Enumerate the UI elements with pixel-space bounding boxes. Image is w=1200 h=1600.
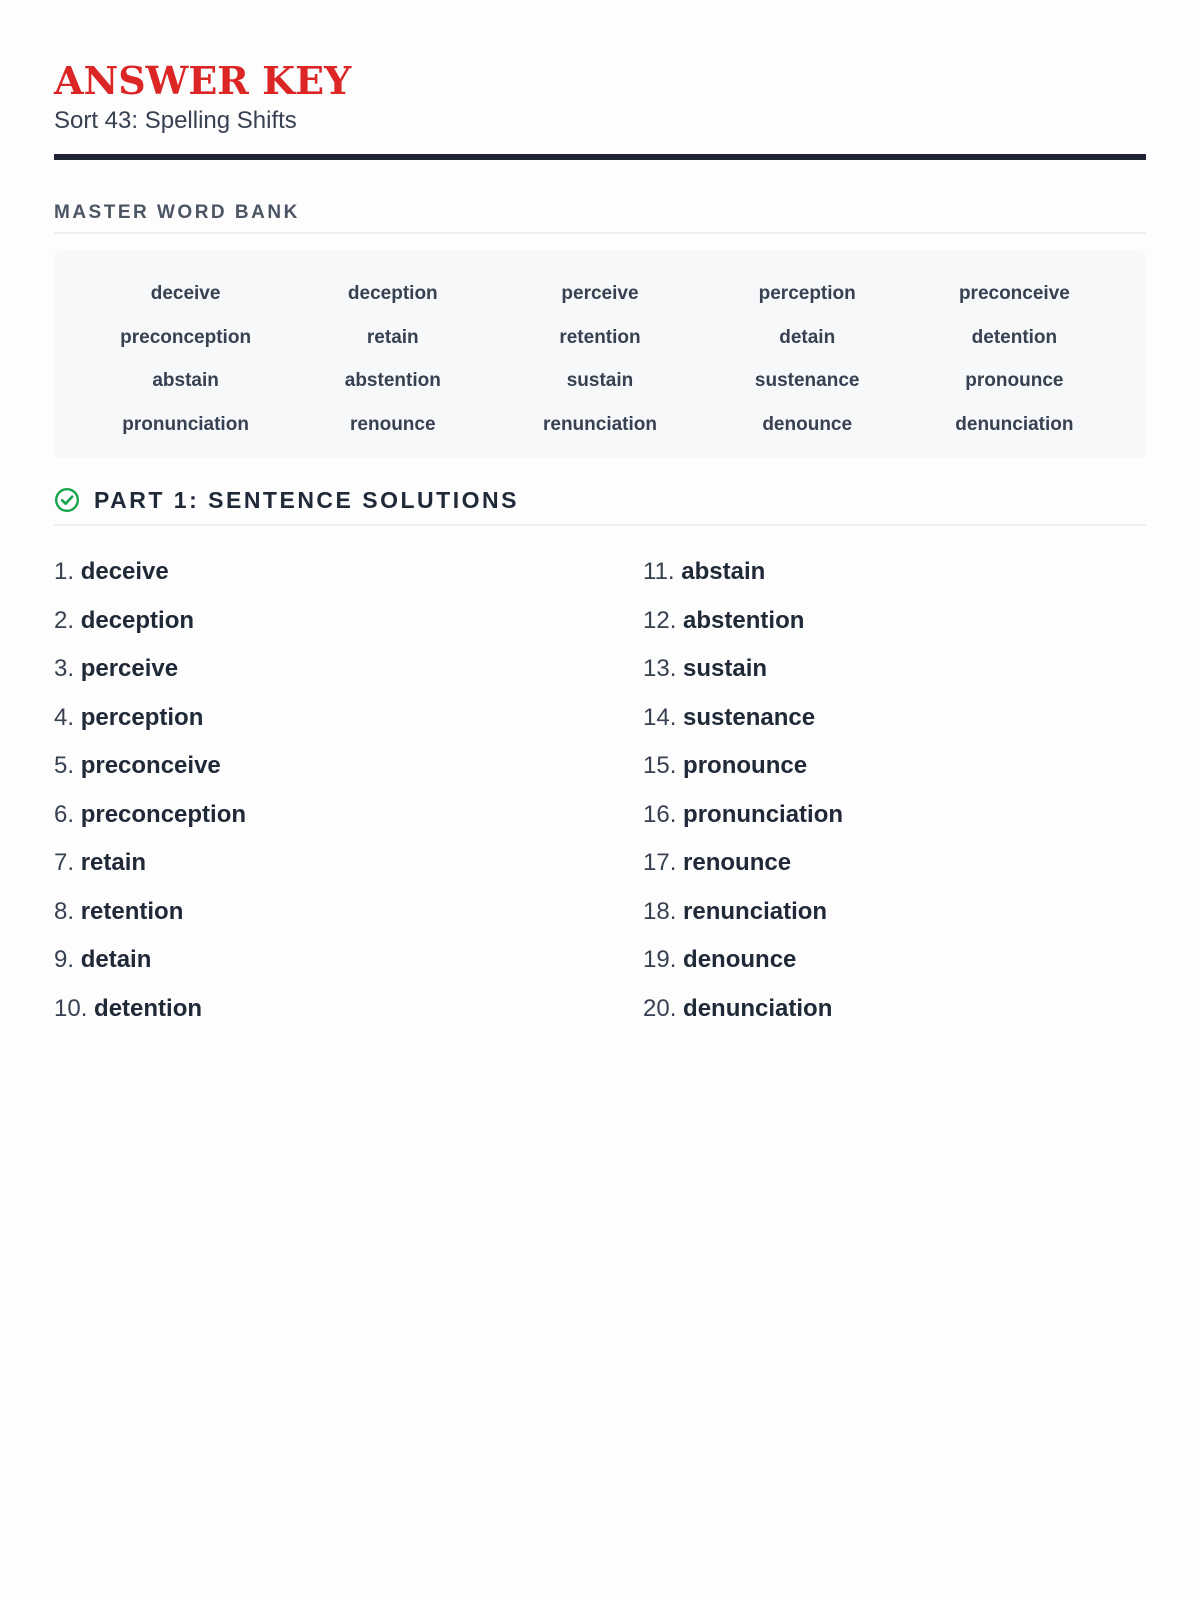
answer-list — [54, 548, 1146, 1048]
answer-item — [643, 985, 843, 1034]
page-title: ANSWER KEY — [54, 58, 352, 103]
word-bank-item: detain — [779, 326, 836, 348]
word-bank-item: preconceive — [958, 283, 1070, 304]
answer-number: 15. — [643, 752, 677, 779]
answer-word: preconception — [80, 800, 247, 828]
answer-item — [643, 888, 843, 937]
answer-number: 5. — [54, 752, 75, 779]
answer-word: abstention — [683, 606, 805, 634]
answer-item — [643, 791, 843, 840]
answer-item — [54, 694, 246, 743]
answer-item — [643, 548, 843, 597]
answer-number: 13. — [643, 655, 677, 682]
answer-word: sustain — [683, 655, 768, 682]
answer-number: 17. — [643, 849, 677, 876]
word-bank-item: abstain — [152, 370, 219, 391]
answer-word: renunciation — [683, 897, 828, 925]
word-bank-item: renounce — [350, 413, 436, 435]
answer-item — [643, 742, 843, 791]
check-circle-icon — [54, 487, 80, 513]
answer-number: 4. — [54, 703, 75, 731]
answer-word: renounce — [683, 849, 792, 876]
answer-column-left — [54, 548, 246, 1033]
word-bank-item: sustenance — [754, 370, 860, 391]
answer-number: 6. — [54, 800, 75, 828]
word-bank-item: sustain — [566, 370, 634, 391]
answer-item — [643, 839, 843, 888]
answer-word: detention — [94, 994, 203, 1022]
answer-word: deception — [80, 606, 195, 634]
answer-item — [54, 985, 246, 1034]
answer-word: perception — [80, 703, 204, 731]
answer-number: 7. — [54, 849, 75, 876]
word-bank-item: deceive — [150, 283, 221, 304]
answer-number: 10. — [54, 994, 88, 1022]
answer-number: 12. — [643, 606, 677, 634]
page-subtitle: Sort 43: Spelling Shifts — [54, 107, 297, 134]
answer-item — [54, 548, 246, 597]
answer-word: retain — [80, 849, 147, 876]
answer-number: 8. — [54, 897, 75, 925]
answer-item — [643, 936, 843, 985]
answer-number: 20. — [643, 994, 677, 1022]
word-bank-item: pronounce — [965, 370, 1064, 391]
answer-word: denunciation — [683, 994, 833, 1022]
answer-word: preconceive — [80, 752, 221, 779]
answer-item — [643, 597, 843, 646]
word-bank-item: perception — [758, 283, 856, 304]
answer-column-right — [643, 548, 843, 1033]
word-bank-heading: MASTER WORD BANK — [54, 202, 1146, 234]
answer-word: abstain — [681, 558, 766, 585]
word-bank-item: retain — [366, 326, 419, 348]
word-bank-item: abstention — [344, 370, 441, 391]
answer-item — [54, 742, 246, 791]
answer-number: 19. — [643, 946, 677, 973]
answer-item — [54, 597, 246, 646]
word-bank-item: renunciation — [542, 413, 657, 435]
answer-item — [643, 645, 843, 694]
answer-word: pronunciation — [683, 800, 844, 828]
answer-word: perceive — [80, 655, 179, 682]
answer-item — [54, 936, 246, 985]
answer-word: deceive — [80, 558, 169, 585]
answer-number: 14. — [643, 703, 677, 731]
answer-word: detain — [80, 946, 152, 973]
word-bank-item: retention — [559, 326, 641, 348]
answer-item — [643, 694, 843, 743]
answer-word: pronounce — [683, 752, 808, 779]
answer-word: denounce — [683, 946, 797, 973]
answer-item — [54, 839, 246, 888]
word-bank — [54, 250, 1146, 458]
answer-number: 11. — [643, 558, 675, 585]
answer-word: retention — [80, 897, 184, 925]
answer-item — [54, 791, 246, 840]
answer-item — [54, 888, 246, 937]
word-bank-item: denounce — [762, 413, 853, 435]
part1-title: PART 1: SENTENCE SOLUTIONS — [94, 487, 519, 513]
word-bank-item: perceive — [561, 283, 639, 304]
answer-number: 18. — [643, 897, 677, 925]
answer-number: 16. — [643, 800, 677, 828]
answer-item — [54, 645, 246, 694]
answer-number: 2. — [54, 606, 75, 634]
word-bank-item: pronunciation — [122, 413, 249, 435]
answer-word: sustenance — [683, 703, 816, 731]
answer-number: 1. — [54, 558, 75, 585]
answer-number: 9. — [54, 946, 75, 973]
word-bank-item: preconception — [120, 326, 252, 348]
word-bank-item: deception — [347, 283, 438, 304]
header-divider — [54, 154, 1146, 160]
answer-number: 3. — [54, 655, 75, 682]
word-bank-item: detention — [971, 326, 1058, 348]
word-bank-item: denunciation — [955, 413, 1074, 435]
part1-heading — [54, 486, 1146, 526]
